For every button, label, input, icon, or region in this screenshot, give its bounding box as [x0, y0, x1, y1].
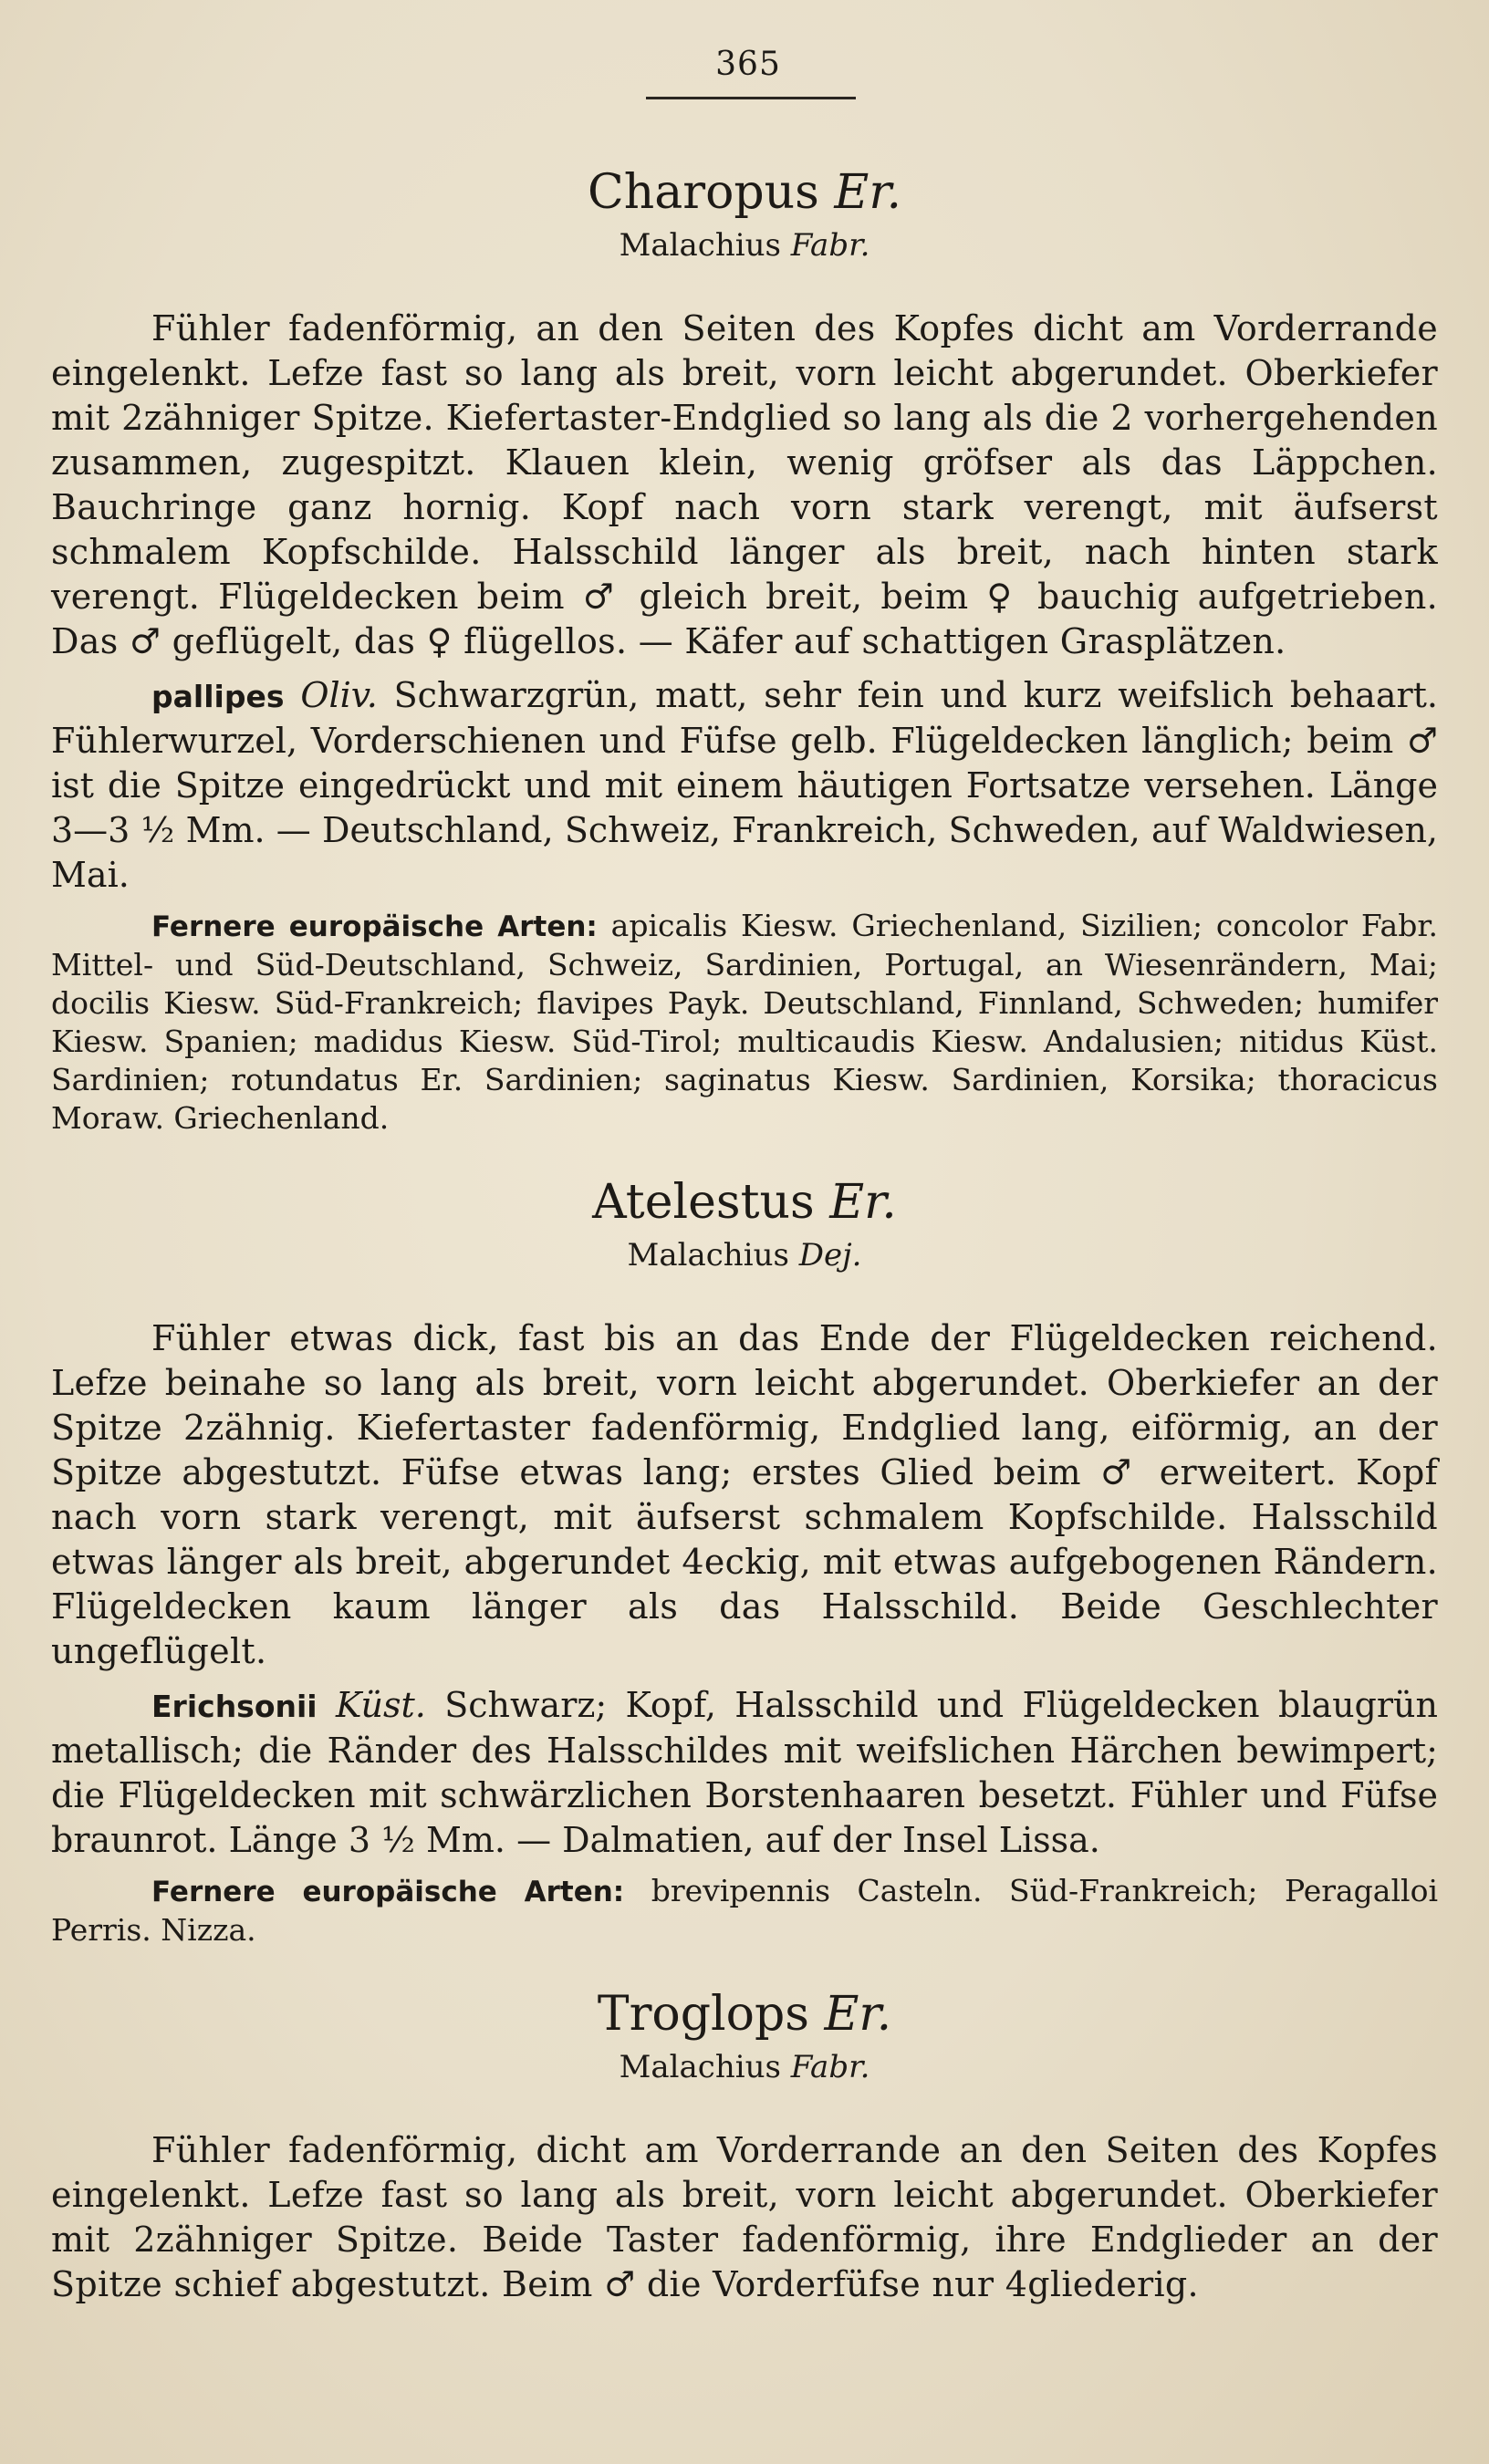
species-entry-erichsonii: Erichsonii Küst. Schwarz; Kopf, Halsschild und Flügeldecken blaugrün metallisch; die Ränder des Halsschildes mit weifslichen Härchen bewimpert; die Flügeldecken mit schwärzlichen Borstenhaaren besetzt. Fühler und Füfse braunrot. Länge 3 ½ Mm. — Dalmatien, auf der Insel Lissa.: [51, 1685, 1438, 1860]
genus-heading-atelestus: Atelestus Er.: [592, 1175, 897, 1230]
other-species-charopus: Fernere europäische Arten: apicalis Kiesw. Griechenland, Sizilien; concolor Fabr. Mittel- und Süd-Deutschland, Schweiz, Sardinien, Portugal, an Wiesenrändern, Mai; docilis Kiesw. Süd-Frankreich; flavipes Payk. Deutschland, Finnland, Schweden; humifer Kiesw. Spanien; madidus Kiesw. Süd-Tirol; multicaudis Kiesw. Andalusien; nitidus Küst. Sardinien; rotundatus Er. Sardinien; saginatus Kiesw. Sardinien, Korsika; thoracicus Moraw. Griechenland.: [51, 908, 1438, 1136]
header-rule: [646, 97, 856, 99]
synonym-atelestus: Malachius Dej.: [627, 1237, 862, 1274]
page-number: 365: [715, 46, 781, 83]
genus-heading-charopus: Charopus Er.: [587, 165, 902, 220]
genus-description-charopus: Fühler fadenförmig, an den Seiten des Kopfes dicht am Vorderrande eingelenkt. Lefze fast so lang als breit, vorn leicht abgerundet. Oberkiefer mit 2zähniger Spitze. Kiefertaster-Endglied so lang als die 2 vorhergehenden zusammen, zugespitzt. Klauen klein, wenig gröfser als das Läppchen. Bauchringe ganz hornig. Kopf nach vorn stark verengt, mit äufserst schmalem Kopfschilde. Halsschild länger als breit, nach hinten stark verengt. Flügeldecken beim ♂ gleich breit, beim ♀ bauchig aufgetrieben. Das ♂ geflügelt, das ♀ flügellos. — Käfer auf schattigen Grasplätzen.: [51, 308, 1438, 661]
synonym-charopus: Malachius Fabr.: [619, 227, 870, 264]
genus-description-troglops: Fühler fadenförmig, dicht am Vorderrande an den Seiten des Kopfes eingelenkt. Lefze fast so lang als breit, vorn leicht abgerundet. Oberkiefer mit 2zähniger Spitze. Beide Taster fadenförmig, ihre Endglieder an der Spitze schief abgestutzt. Beim ♂ die Vorderfüfse nur 4gliederig.: [51, 2130, 1438, 2304]
page-content: [51, 155, 1438, 2316]
species-entry-pallipes: pallipes Oliv. Schwarzgrün, matt, sehr fein und kurz weifslich behaart. Fühlerwurzel, Vorderschienen und Füfse gelb. Flügeldecken länglich; beim ♂ ist die Spitze eingedrückt und mit einem häutigen Fortsatze versehen. Länge 3—3 ½ Mm. — Deutschland, Schweiz, Frankreich, Schweden, auf Waldwiesen, Mai.: [51, 675, 1438, 895]
genus-description-atelestus: Fühler etwas dick, fast bis an das Ende der Flügeldecken reichend. Lefze beinahe so lang als breit, vorn leicht abgerundet. Oberkiefer an der Spitze 2zähnig. Kiefertaster fadenförmig, Endglied lang, eiförmig, an der Spitze abgestutzt. Füfse etwas lang; erstes Glied beim ♂ erweitert. Kopf nach vorn stark verengt, mit äufserst schmalem Kopfschilde. Halsschild etwas länger als breit, abgerundet 4eckig, mit etwas aufgebogenen Rändern. Flügeldecken kaum länger als das Halsschild. Beide Geschlechter ungeflügelt.: [51, 1318, 1438, 1671]
synonym-troglops: Malachius Fabr.: [619, 2049, 870, 2085]
genus-heading-troglops: Troglops Er.: [597, 1987, 892, 2042]
other-species-atelestus: Fernere europäische Arten: brevipennis Casteln. Süd-Frankreich; Peragalloi Perris. Nizza.: [51, 1873, 1439, 1948]
